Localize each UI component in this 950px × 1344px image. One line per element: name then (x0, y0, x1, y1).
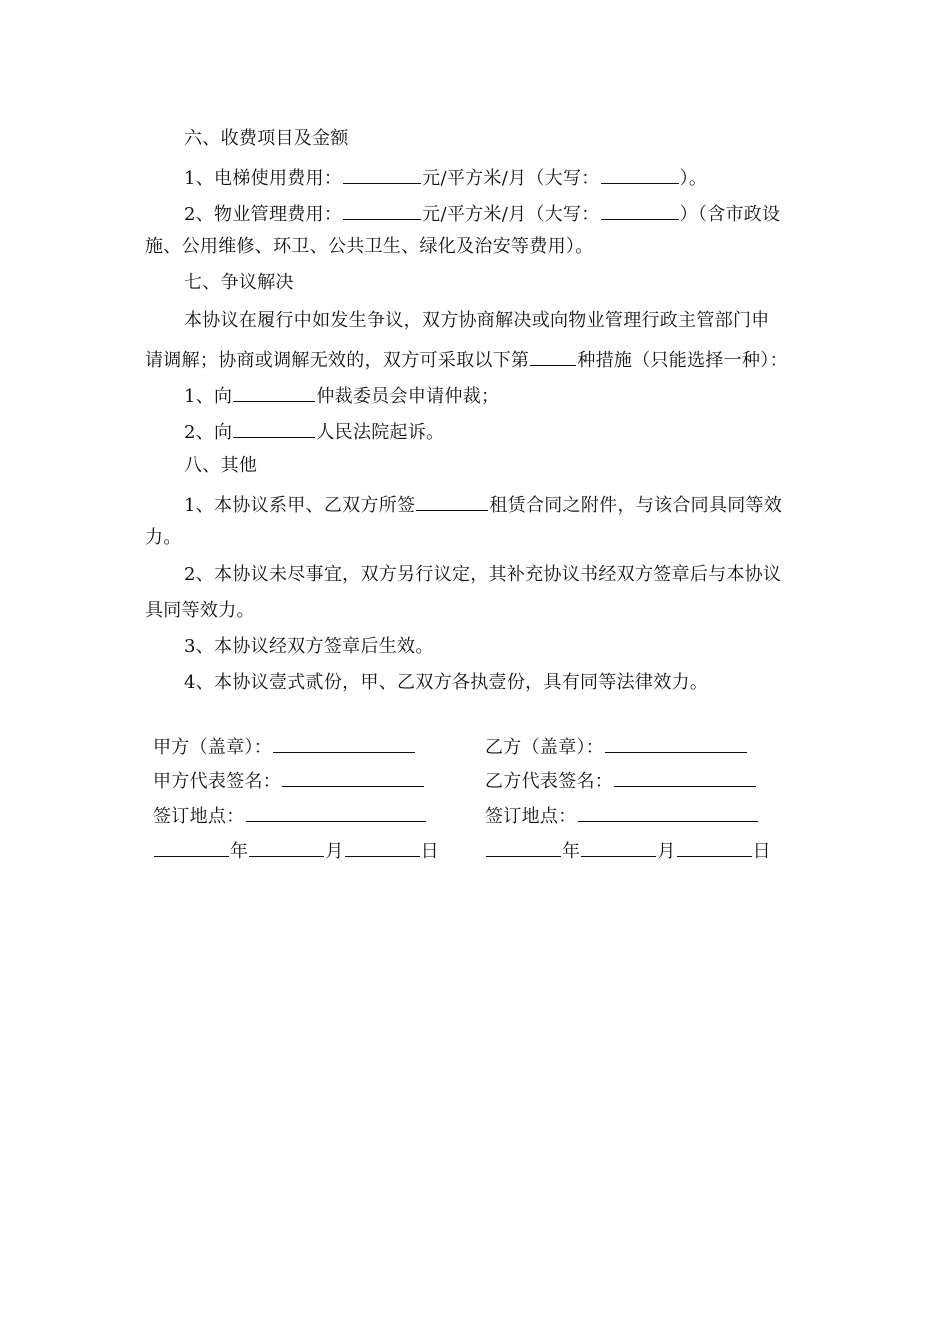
other2-text: 2、本协议未尽事宜，双方另行议定，其补充协议书经双方签章后与本协议 (184, 564, 782, 585)
fee-item-2-continued (145, 235, 815, 259)
dispute-paragraph-line-1 (184, 309, 854, 333)
party-a-day-blank (345, 836, 420, 857)
fee2-continuation: 施、公用维修、环卫、公共卫生、绿化及治安等费用）。 (145, 236, 594, 257)
other-item-2 (184, 563, 854, 587)
fee2-amount-blank (343, 199, 421, 220)
other1-text-a: 1、本协议系甲、乙双方所签 (184, 495, 416, 516)
party-b-month-blank (581, 836, 656, 857)
fee2-unit: 元/平方米/月（大写： (422, 204, 600, 225)
party-a-rep-label: 甲方代表签名： (153, 771, 282, 792)
fee-item-1 (184, 163, 854, 191)
party-a-date-row (153, 836, 439, 864)
dispute-option-2 (184, 417, 854, 445)
party-b-seal-blank (605, 732, 747, 753)
fees-heading (184, 127, 854, 151)
fee2-uppercase-blank (601, 199, 679, 220)
party-a-place-blank (246, 801, 426, 822)
party-a-rep-row (153, 766, 425, 794)
fee1-close: ）。 (679, 168, 708, 189)
party-b-seal-row (485, 732, 748, 760)
party-b-date-row (485, 836, 771, 864)
fee2-label: 2、物业管理费用： (184, 204, 343, 225)
dispute-paragraph-line-2 (145, 345, 815, 373)
other-item-1 (184, 490, 854, 518)
dispute-opt1-suffix: 仲裁委员会申请仲裁； (316, 386, 500, 407)
party-a-year-label: 年 (230, 841, 249, 862)
fees-heading-text: 六、收费项目及金额 (184, 128, 349, 149)
party-b-month-label: 月 (657, 841, 676, 862)
dispute-p2-text-b: 种措施（只能选择一种）： (577, 350, 788, 371)
fee1-label: 1、电梯使用费用： (184, 168, 343, 189)
party-b-rep-row (485, 766, 757, 794)
fee1-uppercase-blank (601, 163, 679, 184)
dispute-opt1-prefix: 1、向 (184, 386, 233, 407)
party-a-month-label: 月 (325, 841, 344, 862)
dispute-heading-text: 七、争议解决 (184, 272, 294, 293)
party-a-seal-blank (273, 732, 415, 753)
party-b-place-label: 签订地点： (485, 806, 577, 827)
party-b-rep-label: 乙方代表签名： (485, 771, 614, 792)
other2-continuation: 具同等效力。 (145, 600, 255, 621)
dispute-option-1 (184, 381, 854, 409)
other-item-3 (184, 635, 854, 659)
other-item-2-continued (145, 599, 815, 623)
dispute-opt2-prefix: 2、向 (184, 422, 233, 443)
fee2-close: ）（含市政设 (679, 204, 781, 225)
party-a-place-row (153, 801, 427, 829)
party-b-place-blank (578, 801, 758, 822)
dispute-opt2-suffix: 人民法院起诉。 (316, 422, 445, 443)
party-a-day-label: 日 (420, 841, 439, 862)
fee1-amount-blank (343, 163, 421, 184)
other3-text: 3、本协议经双方签章后生效。 (184, 636, 434, 657)
other-item-1-continued (145, 526, 815, 550)
dispute-p1-text: 本协议在履行中如发生争议，双方协商解决或向物业管理行政主管部门申 (184, 310, 770, 331)
other1-text-b: 租赁合同之附件，与该合同具同等效 (489, 495, 783, 516)
dispute-heading (184, 271, 854, 295)
other1-continuation: 力。 (145, 527, 182, 548)
dispute-option-blank (530, 345, 576, 366)
party-b-day-label: 日 (752, 841, 771, 862)
court-blank (233, 417, 315, 438)
party-a-seal-label: 甲方（盖章）： (153, 737, 273, 758)
party-b-seal-label: 乙方（盖章）： (485, 737, 605, 758)
arbitration-commission-blank (233, 381, 315, 402)
party-a-rep-blank (282, 766, 424, 787)
party-a-year-blank (154, 836, 229, 857)
lease-contract-blank (416, 490, 488, 511)
other-heading-text: 八、其他 (184, 455, 258, 476)
party-b-year-label: 年 (562, 841, 581, 862)
other4-text: 4、本协议壹式贰份，甲、乙双方各执壹份，具有同等法律效力。 (184, 672, 709, 693)
party-b-rep-blank (614, 766, 756, 787)
party-a-place-label: 签订地点： (153, 806, 245, 827)
other-heading (184, 454, 854, 478)
fee1-unit: 元/平方米/月（大写： (422, 168, 600, 189)
party-b-year-blank (486, 836, 561, 857)
dispute-p2-text-a: 请调解；协商或调解无效的，双方可采取以下第 (145, 350, 530, 371)
party-a-month-blank (249, 836, 324, 857)
fee-item-2 (184, 199, 854, 227)
party-b-day-blank (677, 836, 752, 857)
party-a-seal-row (153, 732, 416, 760)
other-item-4 (184, 671, 854, 695)
party-b-place-row (485, 801, 759, 829)
